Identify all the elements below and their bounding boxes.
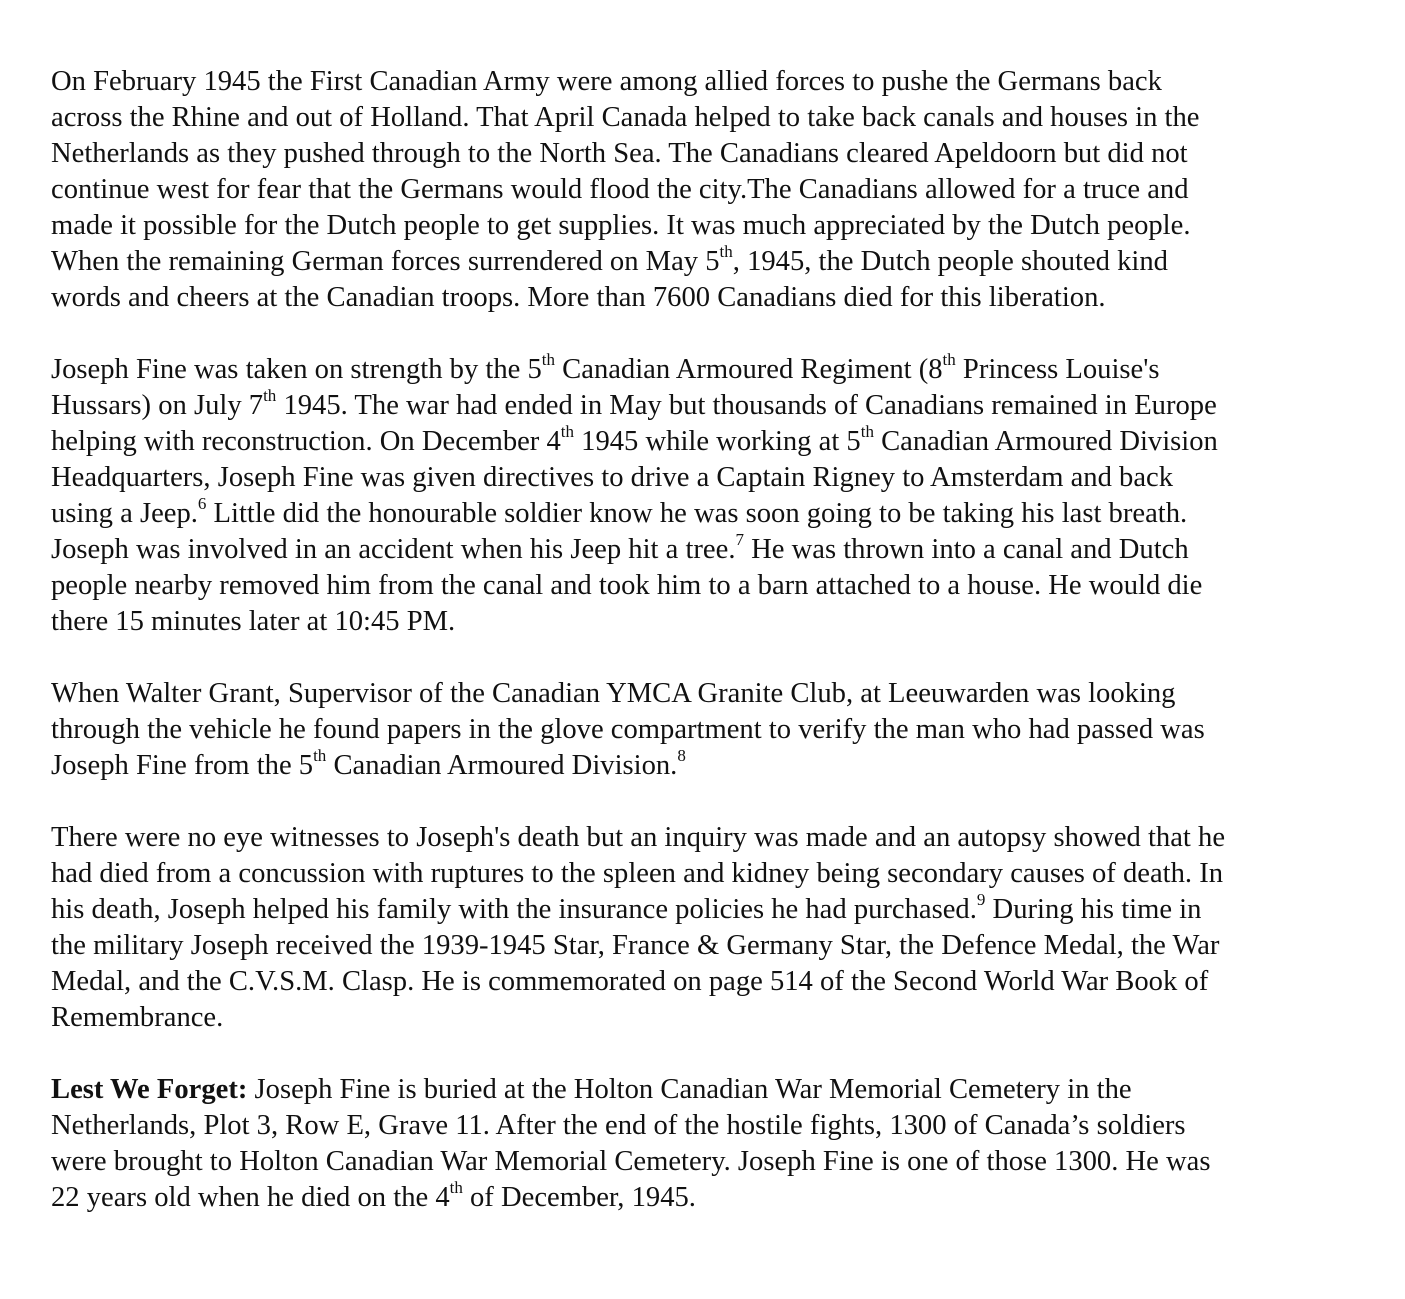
text-segment: Canadian Armoured Regiment (8 (555, 354, 943, 385)
text-segment: 22 years old when he died on the 4 (51, 1182, 450, 1213)
text-line (51, 1144, 1225, 1180)
footnote-superscript: th (541, 350, 556, 370)
text-line (51, 172, 1225, 208)
text-line (51, 208, 1225, 244)
text-segment: Canadian Armoured Division. (326, 750, 678, 781)
footnote-superscript: th (942, 350, 956, 370)
text-line (51, 748, 1225, 784)
text-line (51, 1108, 1225, 1144)
text-line (51, 1000, 1225, 1036)
text-line (51, 568, 1225, 604)
text-segment: During his time in (985, 894, 1202, 925)
text-line (51, 856, 1225, 892)
text-segment: Remembrance. (51, 1002, 224, 1033)
text-segment: continue west for fear that the Germans would flood the city.The Canadians allowed for a truce and (51, 174, 1189, 205)
text-segment: Hussars) on July 7 (51, 390, 264, 421)
footnote-superscript: 9 (976, 890, 986, 910)
text-segment: through the vehicle he found papers in the glove compartment to verify the man who had passed was (51, 714, 1205, 745)
text-line (51, 928, 1225, 964)
text-line (51, 496, 1225, 532)
text-segment: had died from a concussion with ruptures to the spleen and kidney being secondary causes of death. In (51, 858, 1224, 889)
footnote-superscript: th (860, 422, 874, 442)
footnote-superscript: th (263, 386, 277, 406)
text-segment: of December, 1945. (462, 1182, 696, 1213)
text-line (51, 892, 1225, 928)
text-line (51, 604, 1225, 640)
text-line (51, 712, 1225, 748)
text-segment: across the Rhine and out of Holland. That April Canada helped to take back canals and houses in the (51, 102, 1200, 133)
text-segment: , 1945, the Dutch people shouted kind (732, 246, 1168, 277)
text-segment: He was thrown into a canal and Dutch (743, 534, 1189, 565)
bold-lead-in: Lest We Forget: (51, 1074, 248, 1105)
text-segment: using a Jeep. (51, 498, 198, 529)
text-segment: the military Joseph received the 1939-1945 Star, France & Germany Star, the Defence Medal, the War (51, 930, 1220, 961)
text-segment: Joseph Fine from the 5 (51, 750, 314, 781)
footnote-superscript: 6 (197, 494, 207, 514)
text-segment: Netherlands, Plot 3, Row E, Grave 11. After the end of the hostile fights, 1300 of Canada’s soldiers (51, 1110, 1186, 1141)
text-line (51, 820, 1225, 856)
text-line (51, 388, 1225, 424)
text-segment: Princess Louise's (955, 354, 1160, 385)
text-line (51, 136, 1225, 172)
text-line (51, 1072, 1225, 1108)
text-line (51, 424, 1225, 460)
text-segment: Little did the honourable soldier know he was soon going to be taking his last breath. (206, 498, 1188, 529)
text-segment: Medal, and the C.V.S.M. Clasp. He is commemorated on page 514 of the Second World War Book of (51, 966, 1209, 997)
paragraph (51, 1072, 1225, 1216)
paragraph (51, 820, 1225, 1036)
text-segment: helping with reconstruction. On December 4 (51, 426, 561, 457)
text-segment: his death, Joseph helped his family with the insurance policies he had purchased. (51, 894, 977, 925)
text-line (51, 676, 1225, 712)
text-segment: Netherlands as they pushed through to the North Sea. The Canadians cleared Apeldoorn but did not (51, 138, 1188, 169)
footnote-superscript: th (449, 1178, 463, 1198)
text-segment: Joseph was involved in an accident when his Jeep hit a tree. (51, 534, 736, 565)
text-segment: Headquarters, Joseph Fine was given directives to drive a Captain Rigney to Amsterdam and back (51, 462, 1174, 493)
text-line (51, 1180, 1225, 1216)
text-line (51, 532, 1225, 568)
text-line (51, 964, 1225, 1000)
text-segment: Joseph Fine was taken on strength by the 5 (51, 354, 542, 385)
text-line (51, 460, 1225, 496)
text-segment: Canadian Armoured Division (873, 426, 1218, 457)
paragraph (51, 352, 1225, 640)
document-body (51, 64, 1225, 1252)
footnote-superscript: th (560, 422, 575, 442)
text-line (51, 64, 1225, 100)
footnote-superscript: 8 (677, 746, 686, 766)
text-segment: Joseph Fine is buried at the Holton Canadian War Memorial Cemetery in the (247, 1074, 1132, 1105)
paragraph (51, 676, 1225, 784)
footnote-superscript: th (313, 746, 327, 766)
text-line (51, 100, 1225, 136)
text-segment: there 15 minutes later at 10:45 PM. (51, 606, 456, 637)
text-line (51, 244, 1225, 280)
text-segment: On February 1945 the First Canadian Army were among allied forces to pushe the Germans back (51, 66, 1162, 97)
text-segment: made it possible for the Dutch people to get supplies. It was much appreciated by the Dutch people. (51, 210, 1191, 241)
footnote-superscript: 7 (735, 530, 744, 550)
footnote-superscript: th (719, 242, 733, 262)
text-segment: were brought to Holton Canadian War Memorial Cemetery. Joseph Fine is one of those 1300. He was (51, 1146, 1211, 1177)
text-segment: people nearby removed him from the canal and took him to a barn attached to a house. He would die (51, 570, 1203, 601)
text-line (51, 280, 1225, 316)
text-segment: When Walter Grant, Supervisor of the Canadian YMCA Granite Club, at Leeuwarden was looking (51, 678, 1176, 709)
text-segment: There were no eye witnesses to Joseph's death but an inquiry was made and an autopsy showed that he (51, 822, 1226, 853)
text-segment: 1945. The war had ended in May but thousands of Canadians remained in Europe (276, 390, 1217, 421)
text-segment: When the remaining German forces surrendered on May 5 (51, 246, 720, 277)
text-segment: 1945 while working at 5 (574, 426, 861, 457)
text-line (51, 352, 1225, 388)
paragraph (51, 64, 1225, 316)
text-segment: words and cheers at the Canadian troops. More than 7600 Canadians died for this liberation. (51, 282, 1106, 313)
